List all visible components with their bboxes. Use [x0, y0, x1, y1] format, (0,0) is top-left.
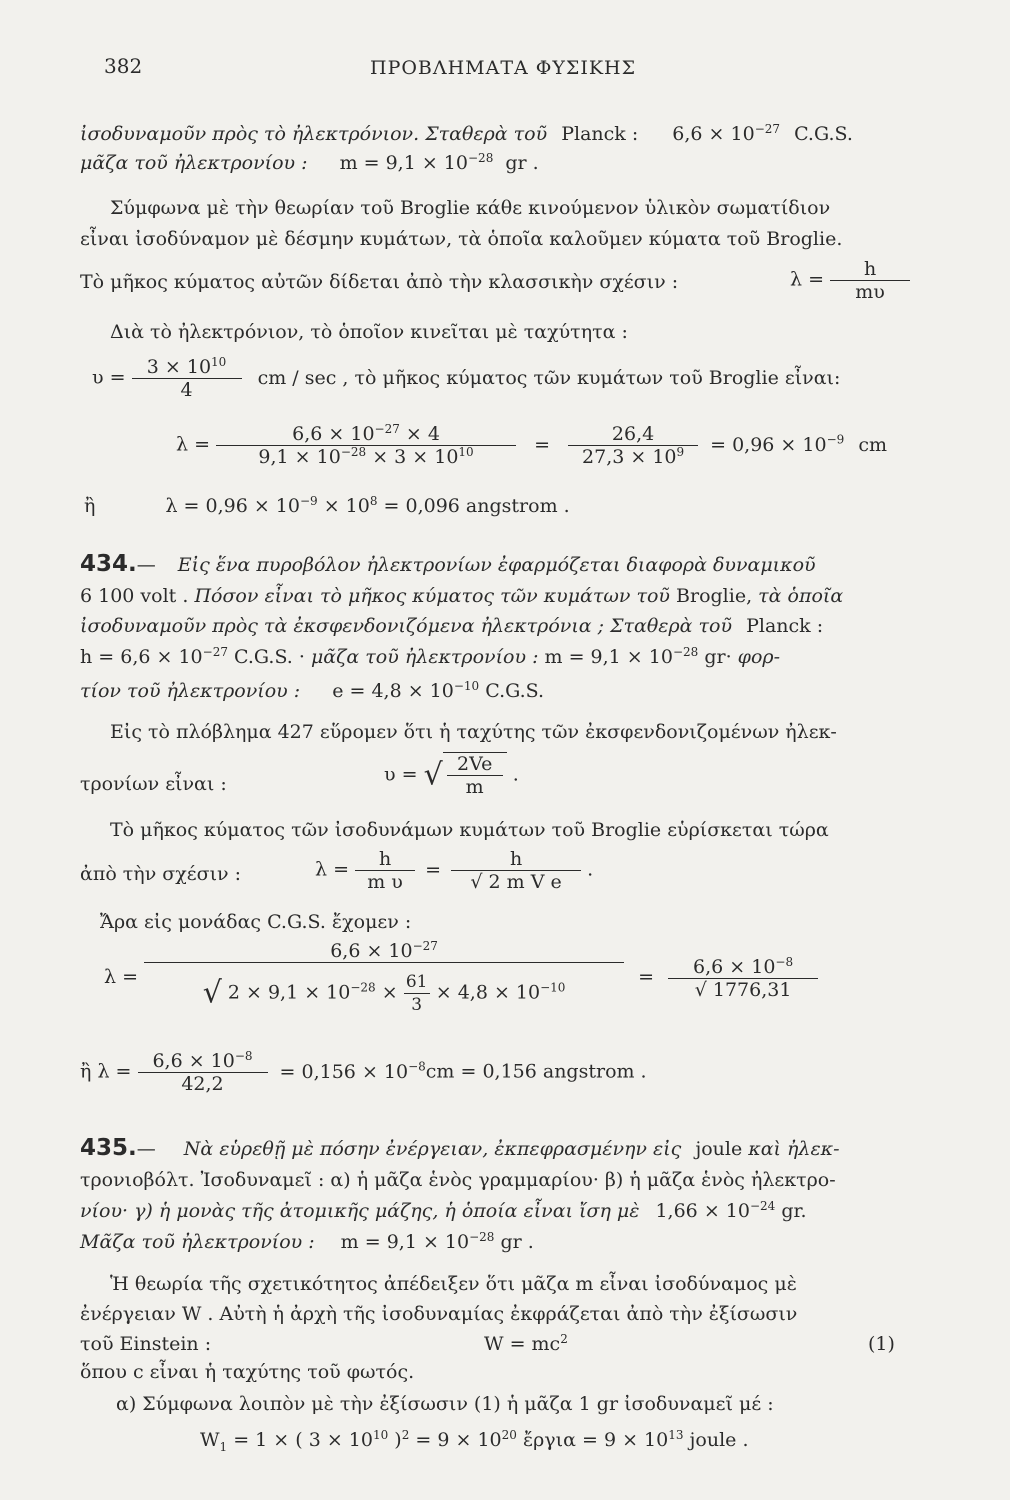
text-line: ἀπὸ τὴν σχέσιν : [80, 863, 242, 885]
formula-velocity-sqrt: υ = √ $\frac{2Ve}{m}$ . [384, 753, 519, 798]
text-line: Εἰς τὸ πλόβλημα 427 εὕρομεν ὅτι ἡ ταχύτης τῶν ἐκσφενδονιζομένων ἠλεκ- [110, 721, 837, 743]
text-line: ὅπου c εἶναι ἡ ταχύτης τοῦ φωτός. [80, 1361, 415, 1383]
problem-434-statement: 434.— Εἰς ἕνα πυροβόλον ἠλεκτρονίων ἐφαρμόζεται διαφορὰ δυναμικοῦ [80, 551, 816, 577]
formula-wavelength-relation: λ = $\frac{h}{\text{m υ}}$ = $\frac{h}{\text{√ 2 m V e}}$ . [315, 848, 594, 893]
formula-result: ἢ λ = $\frac{6,6 \times 10^{-8}}{42,2}$ = $0,156 \times 10^{-8}cm = 0,156$ angstrom . [80, 1049, 647, 1095]
text-line: ἐνέργειαν W . Αὐτὴ ἡ ἀρχὴ τῆς ἰσοδυναμίας ἐκφράζεται ἀπὸ τὴν ἐξίσωσιν [80, 1303, 798, 1325]
text-line: Διὰ τὸ ἠλεκτρόνιον, τὸ ὁποῖον κινεῖται μὲ ταχύτητα : [110, 321, 628, 343]
problem-435-statement: 435.— Νὰ εὑρεθῇ μὲ πόσην ἐνέργειαν, ἐκπεφρασμένην εἰς joule καὶ ἠλεκ- [80, 1135, 840, 1161]
text-line: 6 100 volt . Πόσον εἶναι τὸ μῆκος κύματος τῶν κυμάτων τοῦ Broglie, τὰ ὁποῖα [80, 585, 844, 607]
text-line: τρονιοβόλτ. Ἰσοδυναμεῖ : α) ἡ μᾶζα ἑνὸς γραμμαρίου· β) ἡ μᾶζα ἑνὸς ἠλεκτρο- [80, 1169, 836, 1191]
text-line: Τὸ μῆκος κύματος τῶν ἰσοδυνάμων κυμάτων τοῦ Broglie εὑρίσκεται τώρα [110, 819, 829, 841]
text-line: $h = 6,6 \times 10^{-27}$ C.G.S. · μᾶζα τοῦ ἠλεκτρονίου : $m = 9,1 \times 10^{-28}$ gr· φορ- [80, 645, 780, 668]
text-line: Ἄρα εἰς μονάδας C.G.S. ἔχομεν : [100, 911, 412, 933]
formula-velocity: υ = $\frac{3 \times 10^{10}}{4}$ cm / sec , τὸ μῆκος κύματος τῶν κυμάτων τοῦ Broglie εἶναι: [92, 355, 841, 401]
equation-tag: (1) [868, 1333, 895, 1355]
formula-wavelength: λ = $\frac{6,6 \times 10^{-27} \times 4}{9,1 \times 10^{-28} \times 3 \times 10^{10}}$ = $\frac{26,4}{27,3 \times 10^9}$ = $0,96 \times 10^{-9}$ cm [176, 422, 887, 468]
text-line: ἢ $\lambda = 0,96 \times 10^{-9} \times 10^8 = 0,096$ angstrom . [84, 494, 570, 517]
text-line: α) Σύμφωνα λοιπὸν μὲ τὴν ἐξίσωσιν (1) ἡ μᾶζα 1 gr ἰσοδυναμεῖ μέ : [116, 1393, 774, 1415]
text-line: Ἡ θεωρία τῆς σχετικότητος ἀπέδειξεν ὅτι μᾶζα m εἶναι ἰσοδύναμος μὲ [110, 1273, 797, 1295]
text-line: τίον τοῦ ἠλεκτρονίου : $e = 4,8 \times 10^{-10}$ C.G.S. [80, 679, 545, 702]
text-line: ἰσοδυναμοῦν πρὸς τὰ ἐκσφενδονιζόμενα ἠλεκτρόνια ; Σταθερὰ τοῦ Planck : [80, 615, 824, 637]
text-line: μᾶζα τοῦ ἠλεκτρονίου : $m = 9,1 \times 10^{-28}$ gr . [80, 151, 539, 174]
text-line: Σύμφωνα μὲ τὴν θεωρίαν τοῦ Broglie κάθε κινούμενον ὑλικὸν σωματίδιον [110, 197, 831, 219]
formula-cgs-calc: λ = $6,6 \times 10^{-27}$ √ $2 \times 9,1 \times 10^{-28}$ × $\frac{61}{3}$ × $4,8 \times 10^{-10}$ = $\frac{6,6 \times 10^{-8}}{√ 1776,31}$ [104, 940, 818, 1016]
text-line: νίου· γ) ἡ μονὰς τῆς ἀτομικῆς μάζης, ἡ ὁποία εἶναι ἴση μὲ $1,66 \times 10^{-24}$ gr. [80, 1199, 807, 1222]
text-line: Μᾶζα τοῦ ἠλεκτρονίου : $m = 9,1 \times 10^{-28}$ gr . [80, 1230, 534, 1253]
text-line: Τὸ μῆκος κύματος αὐτῶν δίδεται ἀπὸ τὴν κλασσικὴν σχέσιν : [80, 271, 679, 293]
text-line: ἰσοδυναμοῦν πρὸς τὸ ἠλεκτρόνιον. Σταθερὰ τοῦ Planck : $6,6 \times 10^{-27}$ C.G.S. [80, 122, 853, 145]
formula-energy-gram: $W_1 = 1$ × ( $3 \times 10^{10}$ )$^2 = 9 \times 10^{20}$ ἔργια = $9 \times 10^{13}$ joule . [200, 1428, 749, 1454]
text-line: τοῦ Einstein : [80, 1333, 212, 1355]
running-header: ΠΡΟΒΛΗΜΑΤΑ ΦΥΣΙΚΗΣ [370, 57, 637, 79]
page-number: 382 [104, 54, 143, 78]
formula-einstein: $W = mc^2$ [484, 1332, 568, 1355]
formula-debroglie: λ = $\frac{h}{m\upsilon}$ [790, 258, 910, 303]
text-line: τρονίων εἶναι : [80, 773, 227, 795]
text-line: εἶναι ἰσοδύναμον μὲ δέσμην κυμάτων, τὰ ὁποῖα καλοῦμεν κύματα τοῦ Broglie. [80, 228, 843, 250]
